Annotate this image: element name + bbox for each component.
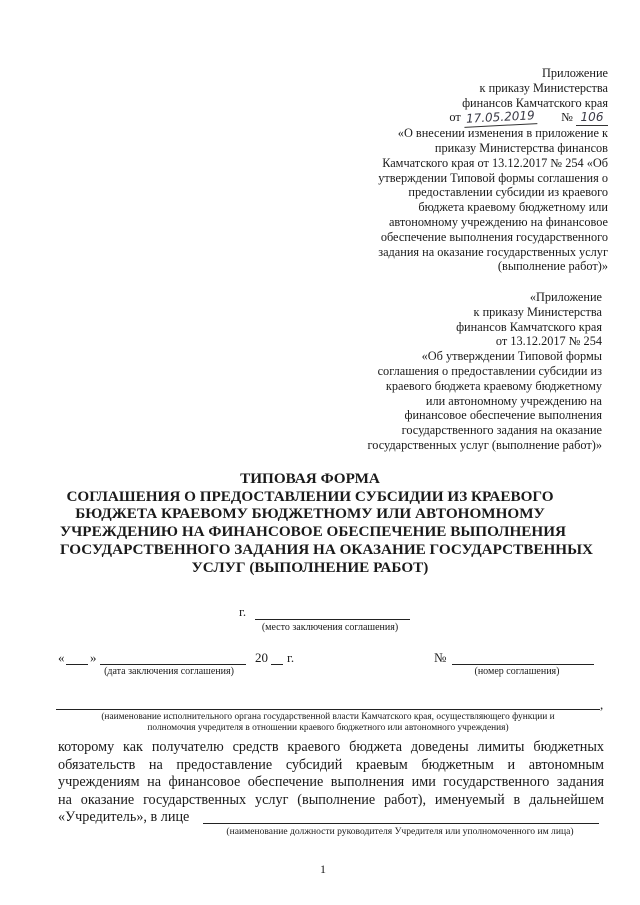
appendix-original-line: к приказу Министерства: [473, 304, 602, 319]
appendix-original-line: государственного задания на оказание: [401, 423, 602, 438]
appendix-original-line: соглашения о предоставлении субсидии из: [377, 363, 602, 378]
agreement-number-field[interactable]: [452, 664, 594, 665]
day-field[interactable]: [66, 664, 88, 665]
number-prefix: №: [561, 110, 573, 125]
appendix-original-line: государственных услуг (выполнение работ)»: [367, 437, 602, 452]
appendix-description-line: предоставлении субсидии из краевого: [408, 185, 608, 200]
document-title: [60, 470, 593, 576]
month-field[interactable]: [100, 664, 246, 665]
place-field[interactable]: [255, 619, 410, 620]
appendix-description-line: Камчатского края от 13.12.2017 № 254 «Об: [382, 155, 608, 170]
body-line: обязательств на предоставление субсидий краевым бюджетным и автономным: [58, 756, 604, 773]
appendix-description-line: утверждении Типовой формы соглашения о: [378, 170, 608, 185]
date-prefix: от: [449, 110, 461, 125]
appendix-description-line: бюджета краевому бюджетному или: [418, 200, 608, 215]
appendix-original-line: финансовое обеспечение выполнения: [404, 408, 602, 423]
page-number: 1: [320, 862, 326, 876]
appendix-description-line: обеспечение выполнения государственного: [380, 229, 608, 244]
appendix-original-line: финансов Камчатского края: [456, 319, 602, 334]
appendix-original-line: от 13.12.2017 № 254: [495, 334, 602, 349]
appendix-line: финансов Камчатского края: [462, 95, 608, 110]
handwritten-date: 17.05.2019: [464, 108, 537, 128]
body-line: учреждениям на финансовое обеспечение выполнения ими государственного задания: [58, 774, 604, 790]
appendix-description-line: (выполнение работ)»: [497, 259, 608, 274]
appendix-description-line: «О внесении изменения в приложение к: [397, 126, 608, 141]
handwritten-number: 106: [576, 110, 608, 126]
title-line: ГОСУДАРСТВЕННОГО ЗАДАНИЯ НА ОКАЗАНИЕ ГОСУДАРСТВЕННЫХ: [60, 540, 593, 558]
appendix-date-line: [278, 110, 608, 126]
appendix-original-line: «Приложение: [529, 290, 602, 304]
body-line: которому как получателю средств краевого бюджета доведены лимиты бюджетных: [58, 739, 604, 755]
appendix-description-line: автономному учреждению на финансовое: [388, 214, 608, 229]
place-caption: (место заключения соглашения): [261, 622, 399, 633]
person-field[interactable]: [203, 823, 599, 824]
appendix-description-line: задания на оказание государственных услуг: [378, 244, 608, 259]
title-line: ТИПОВАЯ ФОРМА: [240, 470, 380, 487]
appendix-line: к приказу Министерства: [479, 80, 608, 95]
body-paragraph: [58, 739, 604, 827]
number-caption: (номер соглашения): [474, 666, 560, 677]
date-open-quote: «: [58, 650, 65, 665]
authority-field[interactable]: [56, 709, 600, 710]
appendix-current-block: [278, 66, 608, 274]
appendix-original-block: [272, 290, 602, 453]
place-prefix: г.: [239, 604, 247, 619]
authority-comma: ,: [600, 697, 604, 712]
body-line: на оказание государственных услуг (выполнение работ), именуемый в дальнейшем: [58, 791, 604, 808]
appendix-original-line: или автономному учреждению на: [425, 393, 602, 408]
body-line: «Учредитель», в лице: [58, 809, 190, 825]
appendix-original-line: краевого бюджета краевому бюджетному: [385, 378, 602, 393]
year-suffix: г.: [287, 650, 295, 665]
title-line: УЧРЕЖДЕНИЮ НА ФИНАНСОВОЕ ОБЕСПЕЧЕНИЕ ВЫПОЛНЕНИЯ: [60, 523, 566, 541]
title-line: БЮДЖЕТА КРАЕВОМУ БЮДЖЕТНОМУ ИЛИ АВТОНОМНОМУ: [75, 505, 545, 523]
title-line: УСЛУГ (ВЫПОЛНЕНИЕ РАБОТ): [191, 558, 429, 576]
year-prefix: 20: [255, 650, 268, 665]
authority-caption-line: полномочия учредителя в отношении краевого бюджетного или автономного учреждения): [147, 723, 509, 733]
appendix-original-line: «Об утверждении Типовой формы: [421, 349, 602, 364]
appendix-description-line: приказу Министерства финансов: [434, 140, 608, 155]
appendix-line: Приложение: [542, 66, 608, 80]
year-field[interactable]: [271, 664, 283, 665]
authority-caption-line: (наименование исполнительного органа государственной власти Камчатского края, осуществляющего функции и: [101, 712, 555, 722]
title-line: СОГЛАШЕНИЯ О ПРЕДОСТАВЛЕНИИ СУБСИДИИ ИЗ КРАЕВОГО: [66, 487, 554, 505]
date-caption: (дата заключения соглашения): [104, 666, 234, 677]
person-caption: (наименование должности руководителя Учредителя или уполномоченного им лица): [226, 826, 574, 837]
number-sign: №: [434, 650, 447, 665]
date-close-quote: »: [90, 650, 97, 665]
